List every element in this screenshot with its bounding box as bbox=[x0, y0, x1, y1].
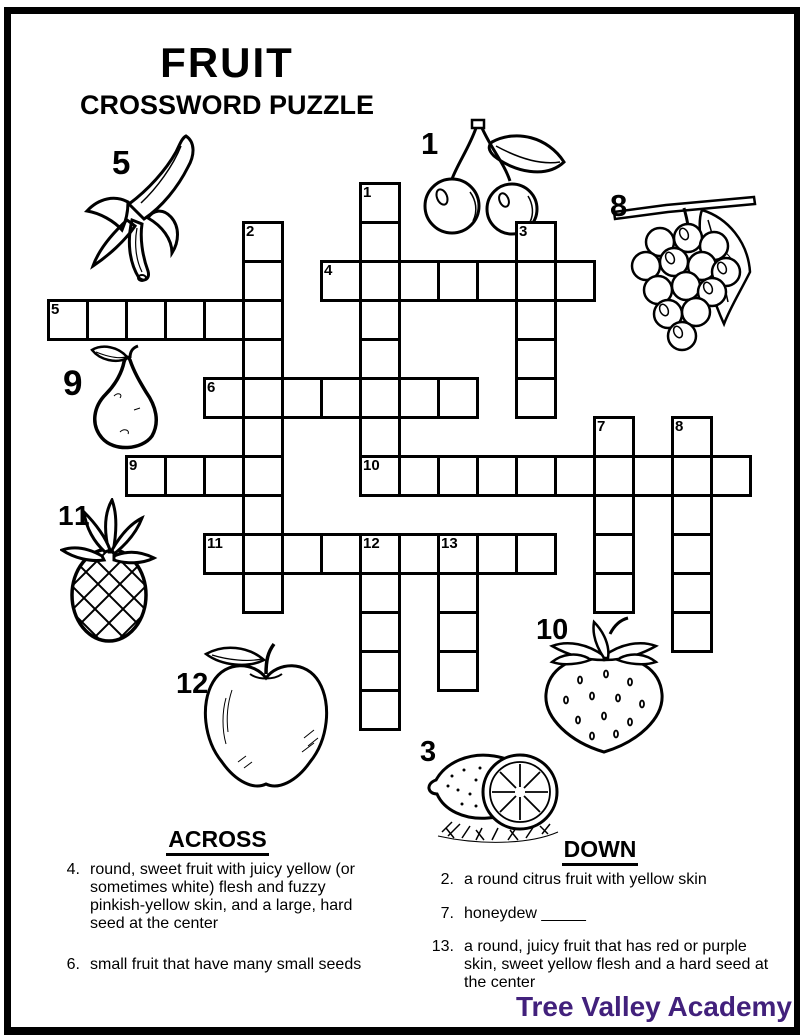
grid-cell[interactable] bbox=[242, 416, 284, 458]
strawberry-number-label: 10 bbox=[536, 614, 569, 646]
grid-cell[interactable] bbox=[359, 377, 401, 419]
grid-cell[interactable] bbox=[476, 533, 518, 575]
banana-number-label: 5 bbox=[112, 144, 131, 181]
clue-number: 6. bbox=[66, 956, 80, 974]
grid-cell[interactable] bbox=[242, 572, 284, 614]
grid-cell[interactable] bbox=[476, 260, 518, 302]
grid-cell[interactable] bbox=[593, 533, 635, 575]
pear-number-label: 9 bbox=[63, 364, 83, 403]
grid-number-8: 8 bbox=[675, 418, 684, 435]
grid-cell[interactable] bbox=[515, 455, 557, 497]
grid-cell[interactable] bbox=[164, 455, 206, 497]
grid-cell[interactable] bbox=[593, 455, 635, 497]
grid-cell[interactable] bbox=[515, 299, 557, 341]
grid-cell[interactable] bbox=[242, 494, 284, 536]
grid-cell[interactable] bbox=[515, 377, 557, 419]
grid-number-11: 11 bbox=[207, 535, 223, 552]
grid-cell[interactable] bbox=[476, 455, 518, 497]
grid-cell[interactable] bbox=[437, 455, 479, 497]
clue-text: honeydew _____ bbox=[464, 905, 586, 923]
grid-number-2: 2 bbox=[246, 223, 255, 240]
page-subtitle: CROSSWORD PUZZLE bbox=[80, 90, 374, 120]
clue-number: 2. bbox=[440, 871, 454, 888]
grid-cell[interactable] bbox=[554, 455, 596, 497]
clue-number: 13. bbox=[431, 938, 454, 956]
grid-cell[interactable] bbox=[671, 572, 713, 614]
grid-cell[interactable] bbox=[437, 650, 479, 692]
grid-cell[interactable] bbox=[671, 611, 713, 653]
grid-cell[interactable] bbox=[359, 611, 401, 653]
grid-cell[interactable] bbox=[359, 299, 401, 341]
down-clue-13 bbox=[424, 938, 776, 992]
grid-cell[interactable] bbox=[359, 572, 401, 614]
grid-number-5: 5 bbox=[51, 301, 60, 318]
grid-cell[interactable] bbox=[515, 338, 557, 380]
lemon-illustration bbox=[418, 732, 576, 848]
grid-cell[interactable] bbox=[359, 416, 401, 458]
grid-cell[interactable] bbox=[671, 494, 713, 536]
grid-cell[interactable] bbox=[242, 260, 284, 302]
clue-text: round, sweet fruit with juicy yellow (or sometimes white) flesh and fuzzy pinkish-yellow skin, and a large, hard seed at the center bbox=[90, 861, 355, 933]
grid-cell[interactable] bbox=[515, 533, 557, 575]
grid-cell[interactable] bbox=[593, 494, 635, 536]
grid-cell[interactable] bbox=[281, 533, 323, 575]
grid-cell[interactable] bbox=[242, 377, 284, 419]
lemon-number-label: 3 bbox=[420, 736, 437, 768]
grid-cell[interactable] bbox=[359, 221, 401, 263]
apple-illustration bbox=[192, 642, 340, 798]
grid-cell[interactable] bbox=[515, 260, 557, 302]
apple-number-label: 12 bbox=[176, 668, 209, 700]
grid-number-13: 13 bbox=[441, 535, 458, 552]
grid-number-6: 6 bbox=[207, 379, 216, 396]
title-block bbox=[67, 39, 387, 120]
grid-cell[interactable] bbox=[437, 572, 479, 614]
grid-cell[interactable] bbox=[359, 689, 401, 731]
page-title: FRUIT bbox=[160, 39, 294, 86]
grid-cell[interactable] bbox=[242, 338, 284, 380]
banana-illustration bbox=[82, 132, 207, 284]
down-header: DOWN bbox=[424, 836, 776, 863]
grid-cell[interactable] bbox=[359, 338, 401, 380]
grid-number-12: 12 bbox=[363, 535, 380, 552]
grid-cell[interactable] bbox=[398, 533, 440, 575]
grid-cell[interactable] bbox=[242, 299, 284, 341]
grid-cell[interactable] bbox=[398, 455, 440, 497]
grid-cell[interactable] bbox=[125, 299, 167, 341]
grid-cell[interactable] bbox=[632, 455, 674, 497]
down-clue-7 bbox=[424, 905, 776, 923]
clue-text: a round citrus fruit with yellow skin bbox=[464, 871, 707, 888]
pear-illustration bbox=[84, 344, 170, 456]
down-clue-2 bbox=[424, 871, 776, 889]
grid-cell[interactable] bbox=[359, 260, 401, 302]
grid-cell[interactable] bbox=[593, 572, 635, 614]
grapes-illustration bbox=[610, 190, 760, 368]
grid-number-1: 1 bbox=[363, 184, 372, 201]
grid-cell[interactable] bbox=[359, 650, 401, 692]
clue-number: 7. bbox=[440, 905, 454, 923]
down-clues-section bbox=[424, 836, 776, 992]
grid-cell[interactable] bbox=[86, 299, 128, 341]
grid-cell[interactable] bbox=[671, 455, 713, 497]
grid-number-3: 3 bbox=[519, 223, 528, 240]
grid-cell[interactable] bbox=[554, 260, 596, 302]
grid-cell[interactable] bbox=[710, 455, 752, 497]
grid-cell[interactable] bbox=[203, 455, 245, 497]
grid-number-7: 7 bbox=[597, 418, 606, 435]
grid-cell[interactable] bbox=[671, 533, 713, 575]
across-clue-6 bbox=[50, 956, 385, 974]
grid-number-10: 10 bbox=[363, 457, 380, 474]
clue-number: 4. bbox=[66, 861, 80, 878]
grid-cell[interactable] bbox=[398, 260, 440, 302]
grid-cell[interactable] bbox=[281, 377, 323, 419]
grid-cell[interactable] bbox=[437, 611, 479, 653]
clue-text: small fruit that have many small seeds bbox=[90, 956, 362, 974]
across-clues-section bbox=[50, 826, 385, 974]
grid-number-9: 9 bbox=[129, 457, 138, 474]
grid-cell[interactable] bbox=[242, 455, 284, 497]
cherries-number-label: 1 bbox=[421, 126, 439, 161]
grid-cell[interactable] bbox=[320, 533, 362, 575]
grid-cell[interactable] bbox=[320, 377, 362, 419]
grid-cell[interactable] bbox=[437, 260, 479, 302]
grid-cell[interactable] bbox=[242, 533, 284, 575]
grid-cell[interactable] bbox=[398, 377, 440, 419]
grid-number-4: 4 bbox=[324, 262, 333, 279]
brand-footer: Tree Valley Academy bbox=[515, 991, 792, 1022]
grid-cell[interactable] bbox=[437, 377, 479, 419]
across-header: ACROSS bbox=[50, 826, 385, 853]
grid-cell[interactable] bbox=[203, 299, 245, 341]
grid-cell[interactable] bbox=[164, 299, 206, 341]
grapes-number-label: 8 bbox=[610, 188, 628, 223]
clue-text: a round, juicy fruit that has red or purple skin, sweet yellow flesh and a hard seed at the center bbox=[464, 938, 769, 992]
pineapple-number-label: 11 bbox=[58, 500, 92, 531]
across-clue-4 bbox=[50, 861, 385, 933]
